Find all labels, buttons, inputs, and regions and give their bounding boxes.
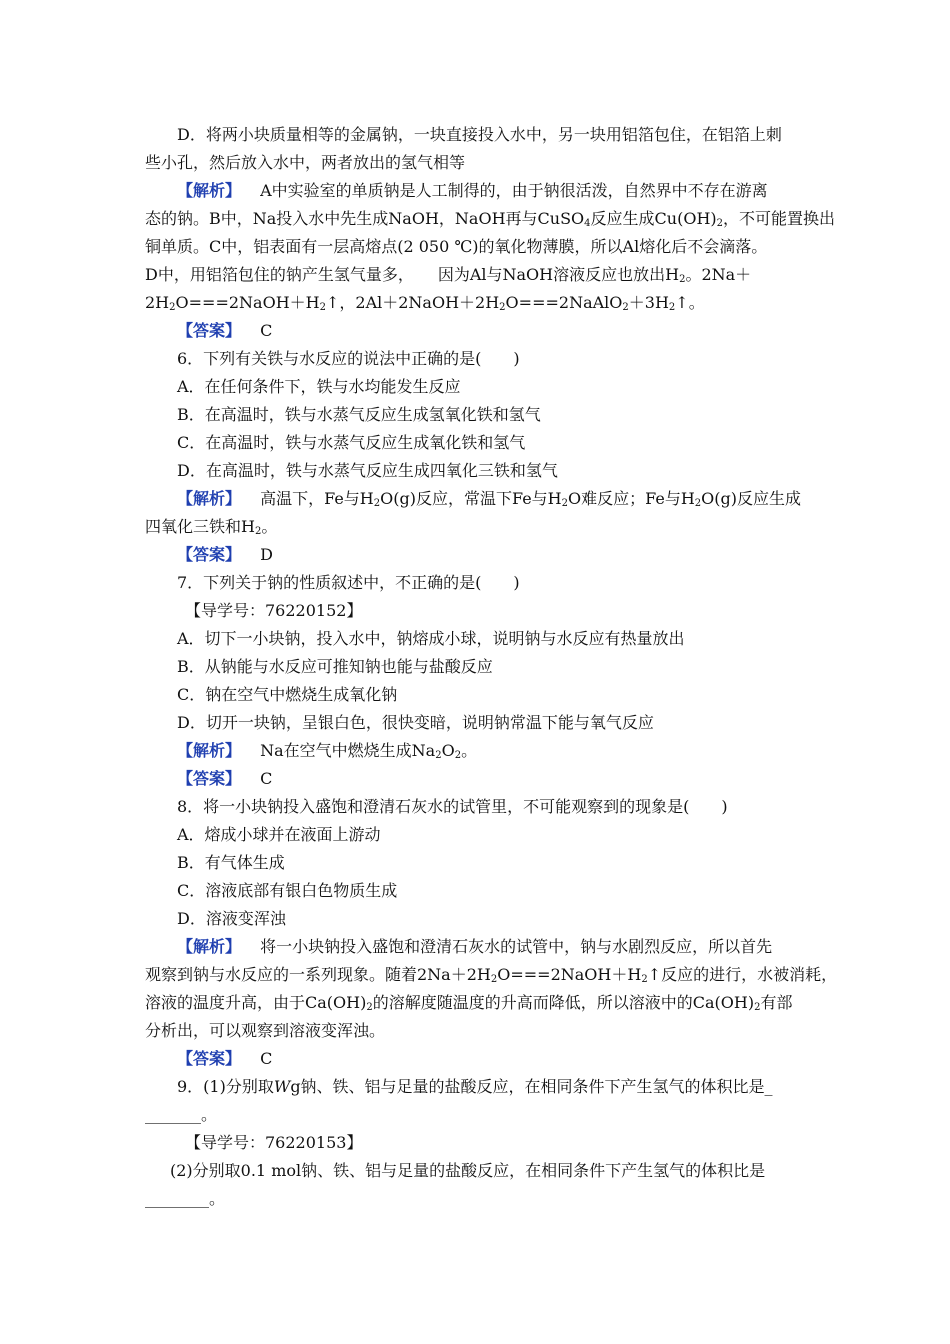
analysis-tag: 【解析】 bbox=[177, 489, 242, 508]
q7-option-c: C．钠在空气中燃烧生成氧化钠 bbox=[177, 685, 398, 704]
q7-analysis: 【解析】 Na在空气中燃烧生成$Na_2O_2$。 bbox=[177, 741, 478, 761]
q8-stem: 8．将一小块钠投入盛饱和澄清石灰水的试管里，不可能观察到的现象是( ) bbox=[177, 797, 728, 816]
q7-answer: 【答案】 C bbox=[177, 769, 273, 788]
q6-option-c: C．在高温时，铁与水蒸气反应生成氧化铁和氢气 bbox=[177, 433, 526, 452]
q5-analysis-line3: 铜单质。C中，铝表面有一层高熔点(2 050 ℃)的氧化物薄膜，所以Al熔化后不会滴落。 bbox=[145, 237, 768, 256]
q8-option-d: D．溶液变浑浊 bbox=[177, 909, 286, 928]
q7-stem: 7．下列关于钠的性质叙述中，不正确的是( ) bbox=[177, 573, 520, 592]
q8-analysis-line2: 观察到钠与水反应的一系列现象。随着$2Na+2H_2O===2NaOH+H_2↑$反应的进行，水被消耗， bbox=[145, 965, 838, 985]
analysis-tag: 【解析】 bbox=[177, 181, 242, 200]
q7-option-b: B．从钠能与水反应可推知钠也能与盐酸反应 bbox=[177, 657, 493, 676]
q6-analysis-line2: 四氧化三铁和$H_2$。 bbox=[145, 517, 278, 537]
q5-analysis-line2: 态的钠。B中，Na投入水中先生成NaOH，NaOH再与CuSO$_4$反应生成$Cu(OH)_2$，不可能置换出 bbox=[145, 209, 836, 229]
q6-stem: 6．下列有关铁与水反应的说法中正确的是( ) bbox=[177, 349, 520, 368]
q5-option-d-line2: 些小孔，然后放入水中，两者放出的氢气相等 bbox=[145, 153, 466, 172]
analysis-tag: 【解析】 bbox=[177, 741, 242, 760]
q7-guide-number: 【导学号：76220152】 bbox=[185, 601, 363, 620]
analysis-tag: 【解析】 bbox=[177, 937, 242, 956]
q8-answer: 【答案】 C bbox=[177, 1049, 273, 1068]
q5-analysis-line4: D中，用铝箔包住的钠产生氢气量多， 因为Al与NaOH溶液反应也放出$H_2$。2Na＋ bbox=[145, 265, 752, 285]
q8-option-c: C．溶液底部有银白色物质生成 bbox=[177, 881, 398, 900]
q5-option-d-line1: D．将两小块质量相等的金属钠，一块直接投入水中，另一块用铝箔包住，在铝箔上刺 bbox=[177, 125, 782, 144]
answer-tag: 【答案】 bbox=[177, 769, 242, 788]
q9-part2-line1: (2)分别取0.1 mol钠、铁、铝与足量的盐酸反应，在相同条件下产生氢气的体积比是 bbox=[170, 1161, 766, 1180]
q7-option-a: A．切下一小块钠，投入水中，钠熔成小球，说明钠与水反应有热量放出 bbox=[177, 629, 685, 648]
q6-analysis-line1: 【解析】 高温下，Fe与$H_2O(g)$反应，常温下Fe与$H_2O$难反应；Fe与$H_2O(g)$反应生成 bbox=[177, 489, 802, 509]
q9-part1-blank: _______。 bbox=[145, 1105, 218, 1124]
q5-answer: 【答案】 C bbox=[177, 321, 273, 340]
q6-option-a: A．在任何条件下，铁与水均能发生反应 bbox=[177, 377, 461, 396]
q9-part1-line1: 9．(1)分别取Wg钠、铁、铝与足量的盐酸反应，在相同条件下产生氢气的体积比是_ bbox=[177, 1077, 773, 1096]
q5-analysis-line1: 【解析】 A中实验室的单质钠是人工制得的，由于钠很活泼，自然界中不存在游离 bbox=[177, 181, 768, 200]
q8-analysis-line3: 溶液的温度升高，由于$Ca(OH)_2$的溶解度随温度的升高而降低，所以溶液中的$Ca(OH)_2$有部 bbox=[145, 993, 793, 1013]
q8-option-a: A．熔成小球并在液面上游动 bbox=[177, 825, 381, 844]
q6-answer: 【答案】 D bbox=[177, 545, 273, 564]
q6-option-b: B．在高温时，铁与水蒸气反应生成氢氧化铁和氢气 bbox=[177, 405, 541, 424]
q8-option-b: B．有气体生成 bbox=[177, 853, 285, 872]
q7-option-d: D．切开一块钠，呈银白色，很快变暗，说明钠常温下能与氧气反应 bbox=[177, 713, 654, 732]
answer-tag: 【答案】 bbox=[177, 545, 242, 564]
q8-analysis-line1: 【解析】 将一小块钠投入盛饱和澄清石灰水的试管中，钠与水剧烈反应，所以首先 bbox=[177, 937, 773, 956]
answer-tag: 【答案】 bbox=[177, 321, 242, 340]
q9-part2-blank: ________。 bbox=[145, 1189, 226, 1208]
q8-analysis-line4: 分析出，可以观察到溶液变浑浊。 bbox=[145, 1021, 386, 1040]
q6-option-d: D．在高温时，铁与水蒸气反应生成四氧化三铁和氢气 bbox=[177, 461, 558, 480]
q9-guide-number: 【导学号：76220153】 bbox=[185, 1133, 363, 1152]
q5-analysis-line5: $2H_2O===2NaOH+H_2↑$，$2Al+2NaOH+2H_2O===2NaAlO_2+3H_2↑$。 bbox=[145, 293, 705, 313]
answer-tag: 【答案】 bbox=[177, 1049, 242, 1068]
